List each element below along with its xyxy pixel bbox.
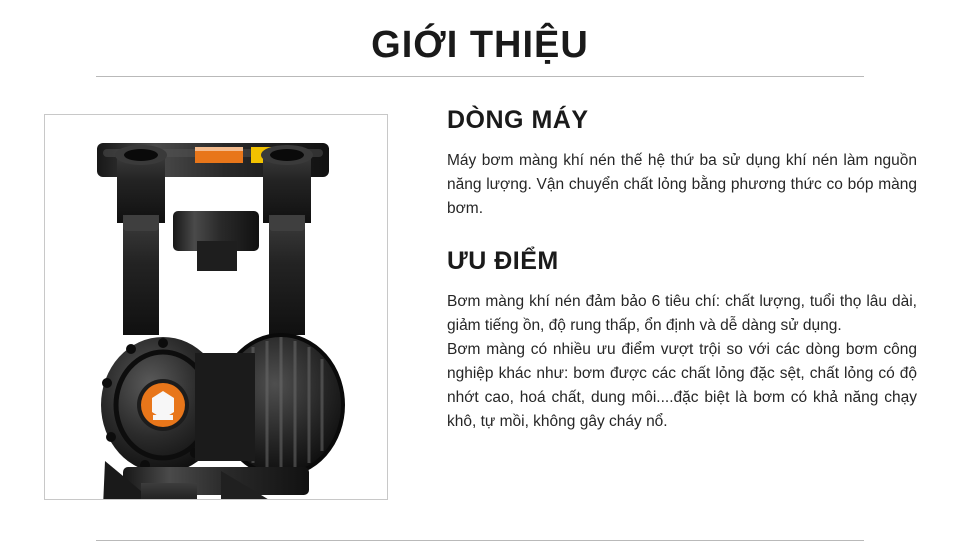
section-2-paragraph-1: Bơm màng khí nén đảm bảo 6 tiêu chí: chất lượng, tuổi thọ lâu dài, giảm tiếng ồn, độ rung thấp, ổn định và dễ dàng sử dụng.: [447, 293, 917, 335]
section-heading-2: ƯU ĐIỂM: [447, 247, 559, 276]
section-2-paragraph-2: Bơm màng có nhiều ưu điểm vượt trội so với các dòng bơm công nghiệp khác như: bơm được các chất lỏng đặc sệt, chất lỏng có độ nhớt cao, hoá chất, dung môi....đặc biệt là bơm có khả năng chạy khô, tự mồi, không gây cháy nổ.: [447, 341, 917, 431]
section-1-paragraph-1: Máy bơm màng khí nén thế hệ thứ ba sử dụng khí nén làm nguồn năng lượng. Vận chuyển chất lỏng bằng phương thức co bóp màng bơm.: [447, 152, 917, 218]
divider-top: [96, 76, 864, 77]
content-column: [447, 106, 917, 434]
page-title: GIỚI THIỆU: [371, 24, 589, 66]
divider-bottom: [96, 540, 864, 541]
product-image-panel: [44, 114, 388, 500]
pump-illustration: [45, 115, 387, 499]
section-heading-1: DÒNG MÁY: [447, 106, 589, 134]
